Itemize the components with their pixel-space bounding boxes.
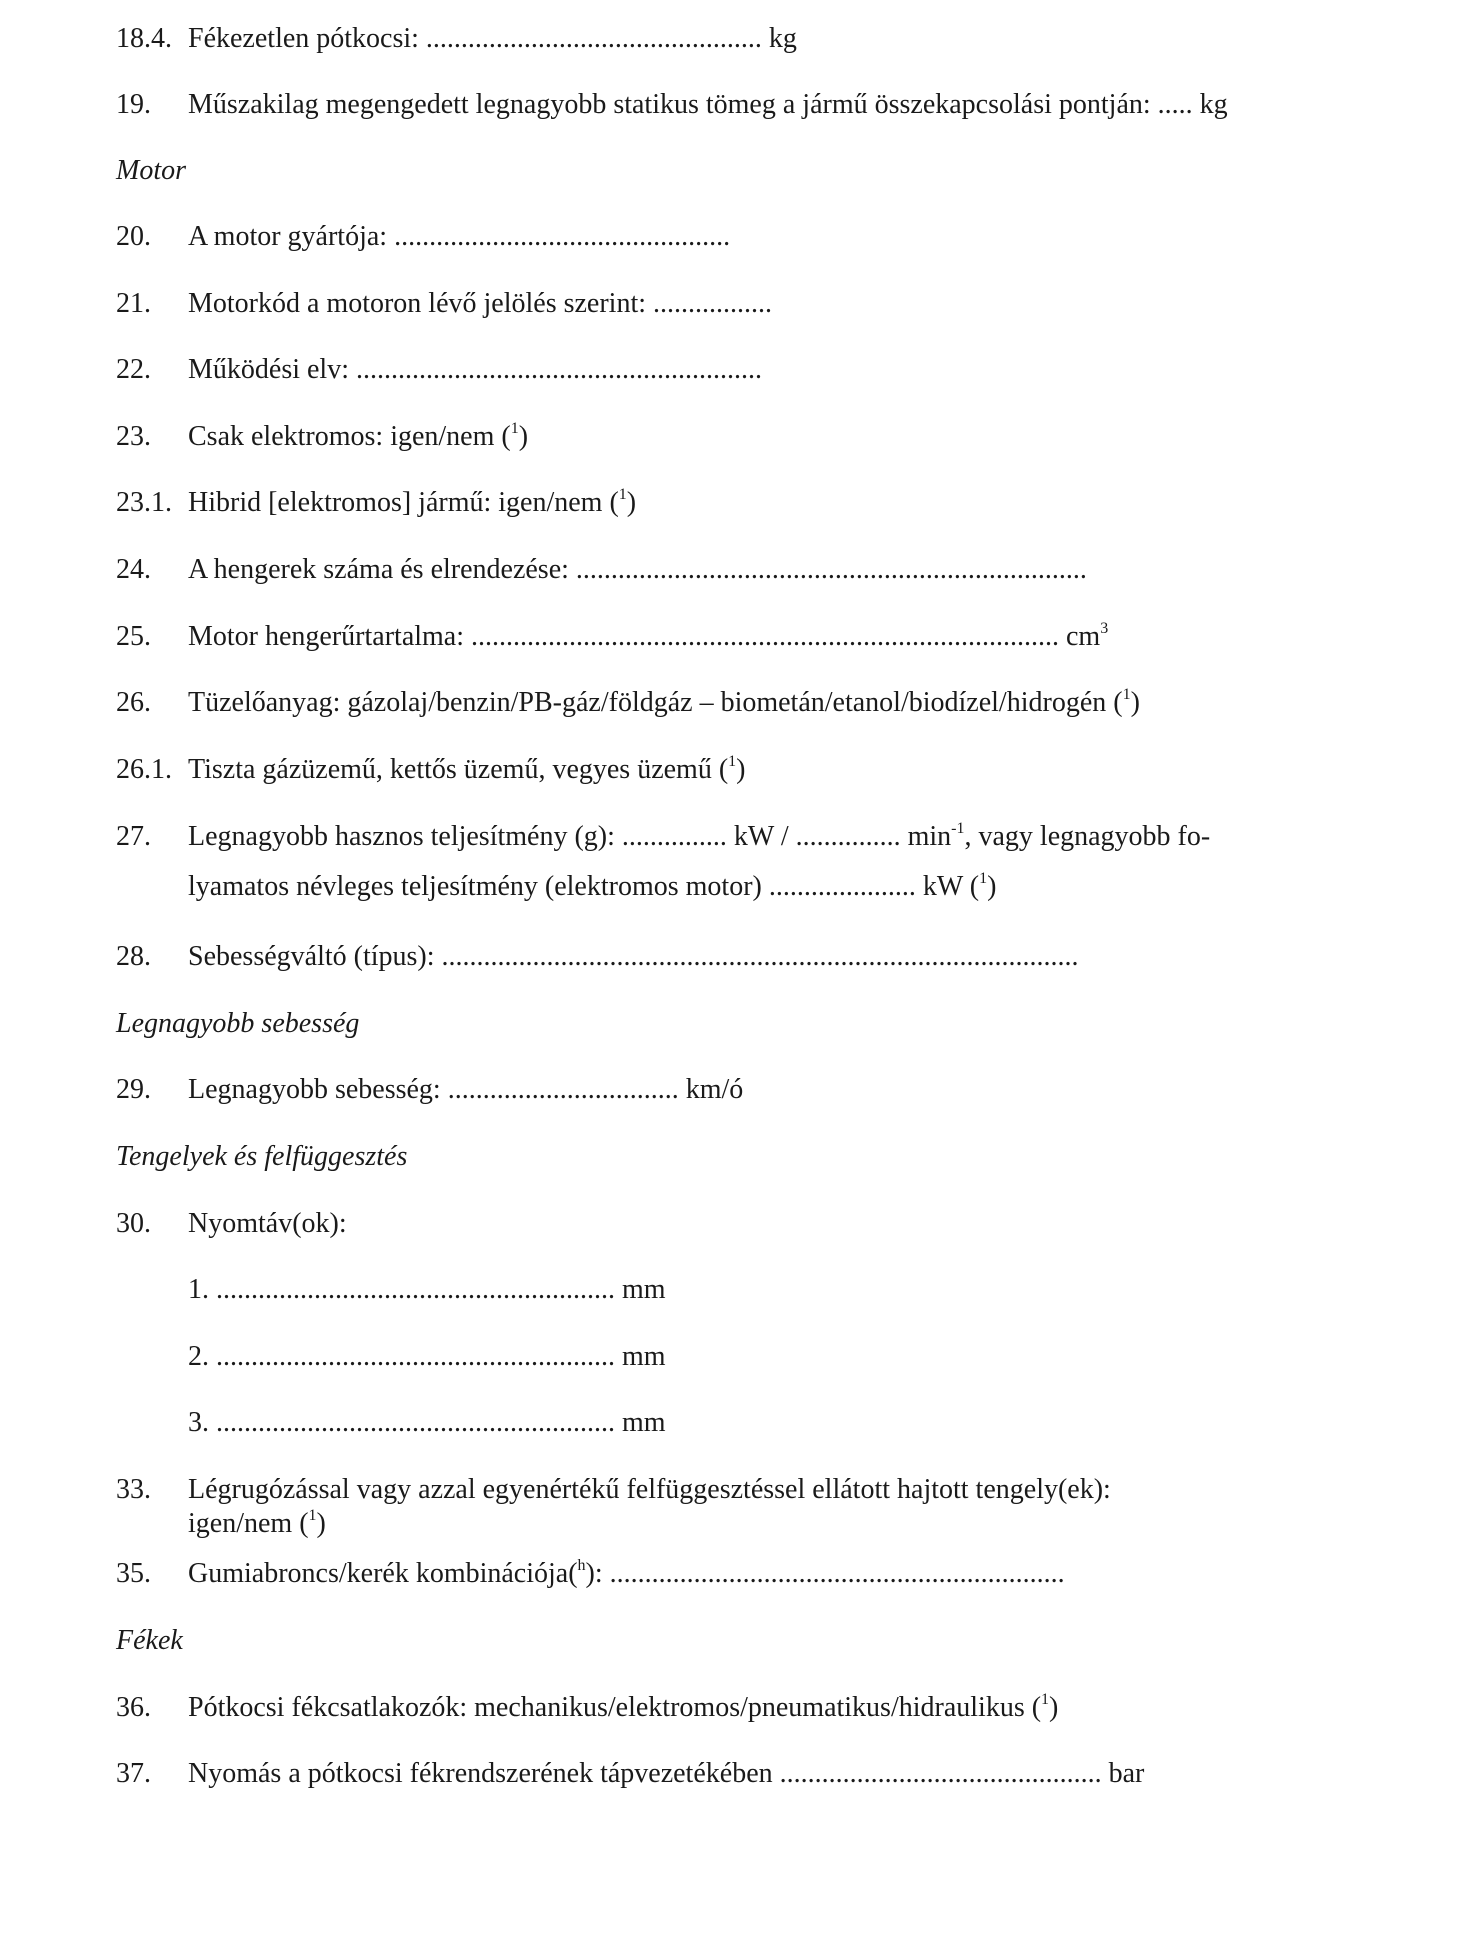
item-number: 30. [116,1208,151,1239]
item-text: Sebességváltó (típus): ........................................................................................... [188,941,1079,972]
item-text: Nyomás a pótkocsi fékrendszerének tápvezetékében .............................................. bar [188,1758,1145,1789]
text: Tüzelőanyag: gázolaj/benzin/PB-gáz/földgáz – biometán/etanol/biodízel/hidrogén ( [188,687,1123,718]
item-number: 27. [116,821,151,852]
footnote-ref: 1 [979,870,988,887]
item-text: A hengerek száma és elrendezése: ......................................................................... [188,554,1087,585]
item-number: 18.4. [116,23,172,54]
item-number: 22. [116,354,151,385]
text-after: ) [316,1508,326,1539]
footnote-ref: 1 [1122,686,1131,703]
footnote-ref: 1 [510,420,519,437]
text-after: ) [1049,1692,1059,1723]
item-text: Legnagyobb sebesség: ................................. km/ó [188,1074,744,1105]
item-text: Nyomtáv(ok): [188,1208,347,1239]
item-text: Működési elv: .......................................................... [188,354,762,385]
item-text-with-footnote [188,486,636,520]
footnote-ref: 1 [728,753,737,770]
text: igen/nem ( [188,1508,309,1539]
item-number: 20. [116,221,151,252]
item-text-with-sup [188,820,1210,854]
item-text-continuation [188,870,996,904]
text-after: ) [987,871,997,902]
text-after: ): ................................................................. [585,1558,1065,1589]
item-text: Motorkód a motoron lévő jelölés szerint: ................. [188,288,773,319]
item-text: A motor gyártója: ................................................ [188,221,731,252]
section-heading-axles: Tengelyek és felfüggesztés [116,1141,408,1172]
text-after: ) [1130,687,1140,718]
item-number: 23.1. [116,487,172,518]
text: Gumiabroncs/kerék kombinációja( [188,1558,578,1589]
text-after: ) [626,487,637,518]
item-text-with-footnote [188,753,745,787]
text: Tiszta gázüzemű, kettős üzemű, vegyes üzemű ( [188,754,729,785]
item-number: 28. [116,941,151,972]
item-text: Műszakilag megengedett legnagyobb statikus tömeg a jármű összekapcsolási pontján: ..... kg [188,89,1228,120]
text: Legnagyobb hasznos teljesítmény (g): ............... kW / ............... min [188,821,952,852]
section-heading-speed: Legnagyobb sebesség [116,1008,360,1039]
item-text-with-footnote [188,686,1140,720]
footnote-ref: 1 [618,486,627,503]
superscript: 3 [1100,620,1109,637]
text-after: ) [518,421,529,452]
item-number: 24. [116,554,151,585]
item-text: Fékezetlen pótkocsi: ................................................ kg [188,23,797,54]
item-number: 26.1. [116,754,172,785]
item-text-with-sup [188,620,1108,654]
item-number: 19. [116,89,151,120]
item-number: 37. [116,1758,151,1789]
text: Csak elektromos: igen/nem ( [188,421,511,452]
section-heading-motor: Motor [116,155,186,186]
superscript: -1 [951,820,965,837]
text-after: , vagy legnagyobb fo- [964,821,1211,852]
item-number: 36. [116,1692,151,1723]
item-number: 33. [116,1474,151,1505]
item-text-with-footnote [188,1557,1065,1591]
item-number: 26. [116,687,151,718]
section-heading-brakes: Fékek [116,1625,183,1656]
footnote-ref: 1 [308,1507,317,1524]
footnote-ref: 1 [1041,1691,1050,1708]
item-number: 29. [116,1074,151,1105]
text: lyamatos névleges teljesítmény (elektromos motor) ..................... kW ( [188,871,980,902]
item-number: 25. [116,621,151,652]
item-text: Légrugózással vagy azzal egyenértékű felfüggesztéssel ellátott hajtott tengely(ek): [188,1474,1111,1505]
footnote-ref: h [577,1557,586,1574]
text: Motor hengerűrtartalma: .................................................................................... cm [188,621,1101,652]
item-text-continuation [188,1507,326,1541]
item-text-with-footnote [188,420,528,454]
item-text-with-footnote [188,1691,1058,1725]
item-number: 23. [116,421,151,452]
track-line-3: 3. ......................................................... mm [188,1407,666,1438]
text-after: ) [736,754,746,785]
text: Pótkocsi fékcsatlakozók: mechanikus/elektromos/pneumatikus/hidraulikus ( [188,1692,1042,1723]
track-line-2: 2. ......................................................... mm [188,1341,666,1372]
item-number: 35. [116,1558,151,1589]
text: Hibrid [elektromos] jármű: igen/nem ( [188,487,619,518]
item-number: 21. [116,288,151,319]
track-line-1: 1. ......................................................... mm [188,1274,666,1305]
